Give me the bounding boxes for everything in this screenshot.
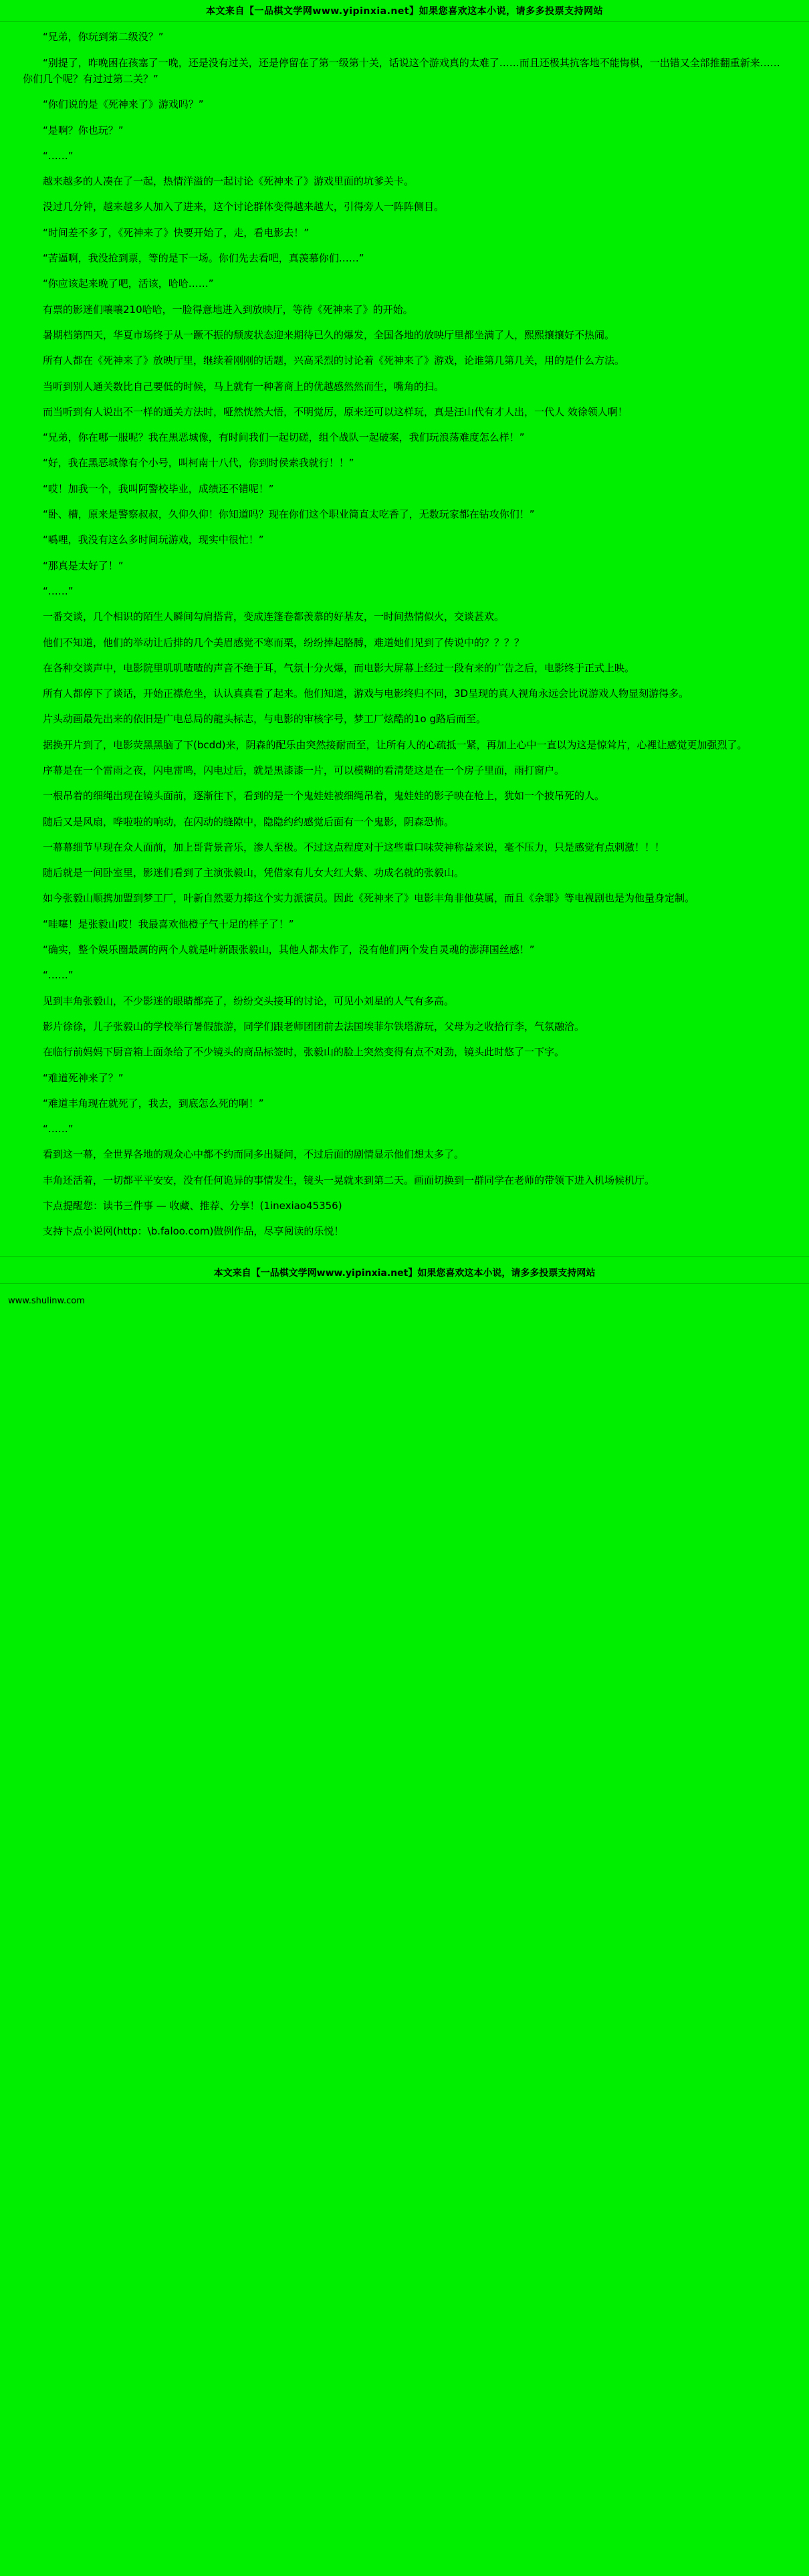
paragraph: 暑期档第四天，华夏市场终于从一蹶不振的颓废状态迎来期待已久的爆发，全国各地的放映厅里都坐满了人，熙熙攘攘好不热闹。 xyxy=(43,328,615,341)
paragraph: “你应该起来晚了吧，活该，哈哈……” xyxy=(43,278,214,290)
top-divider xyxy=(0,21,809,22)
paragraph: 越来越多的人凑在了一起，热情洋溢的一起讨论《死神来了》游戏里面的坑爹关卡。 xyxy=(43,175,415,188)
paragraph: “……” xyxy=(43,969,74,982)
paragraph: 没过几分钟，越来越多人加入了进来，这个讨论群体变得越来越大，引得旁人一阵阵侧目。 xyxy=(43,201,445,213)
paragraph: 丰角还活着，一切都平平安安，没有任何诡异的事情发生，镜头一晃就来到第二天。画面切换到一群同学在老师的带领下进入机场候机厅。 xyxy=(43,1174,655,1186)
paragraph: “你们说的是《死神来了》游戏吗？” xyxy=(43,98,204,111)
paragraph: “哇噻！是张毅山哎！我最喜欢他橙子气十足的样子了！” xyxy=(43,918,294,930)
paragraph: 随后又是风扇，哗啦啦的响动，在闪动的缝隙中，隐隐约约感觉后面有一个鬼影，阴森恐怖。 xyxy=(43,815,455,828)
paragraph: “是啊？你也玩？” xyxy=(43,124,124,136)
paragraph: 如今张毅山顺携加盟到梦工厂，叶新自然要力捧这个实力派演员。因此《死神来了》电影丰角非他莫属，而且《余罪》等电视剧也是为他量身定制。 xyxy=(43,892,695,905)
top-site-banner: 本文来自【一品棋文学网www.yipinxia.net】如果您喜欢这本小说，请多多投票支持网站 xyxy=(205,6,604,17)
paragraph: 影片徐徐，儿子张毅山的学校举行暑假旅游，同学们跟老师团团前去法国埃菲尔铁塔游玩，父母为之收拾行李，气氛融洽。 xyxy=(43,1020,585,1033)
paragraph: 在临行前妈妈下厨音箱上面条给了不少镜头的商品标签时，张毅山的脸上突然变得有点不对劲，镜头此时悠了一下字。 xyxy=(43,1046,565,1059)
paragraph: 一幕幕细节早现在众人面前，加上哥背景音乐，渗人至极。不过这点程度对于这些重口味荧神称益来说，毫不压力，只是感觉有点剌激！！！ xyxy=(43,841,665,853)
chapter-body xyxy=(0,29,809,1239)
paragraph: “……” xyxy=(43,1123,74,1136)
bottom-site-banner: 本文来自【一品棋文学网www.yipinxia.net】如果您喜欢这本小说，请多多投票支持网站 xyxy=(213,1267,596,1279)
promo-line-reading-tips: 卞点提醒您：读书三件事 — 收藏、推荐、分享！(1inexiao45356) xyxy=(43,1200,342,1212)
paragraph: “别提了，昨晚困在孩塞了一晚，还是没有过关，还是停留在了第一级第十关，话说这个游戏真的太难了……而且还极其抗客地不能悔棋，一出错又全部推翻重新来……你们几个呢？有过过第二关？” xyxy=(23,56,780,85)
paragraph: “好，我在黑恶城像有个小号，叫柯南十八代，你到时侯索我就行！！” xyxy=(43,457,354,469)
promo-line-site-support[interactable]: 支持卞点小说网(http：\b.faloo.com)做例作品，尽享阅读的乐悦！ xyxy=(43,1225,344,1238)
paragraph: 随后就是一间卧室里，影迷们看到了主演张毅山，凭借家有儿女大红大紫、功成名就的张毅山。 xyxy=(43,867,465,879)
paragraph: 所有人都在《死神来了》放映厅里，继续着刚刚的话题，兴高采烈的讨论着《死神来了》游戏，论谁第几第几关，用的是什么方法。 xyxy=(43,354,625,367)
paragraph: 所有人都停下了谈话，开始正襟危坐，认认真真看了起来。他们知道，游戏与电影终归不同，3D呈现的真人视角永远会比说游戏人物显刻游得多。 xyxy=(43,687,689,700)
paragraph: 他们不知道，他们的举动让后排的几个美眉感觉不寒而栗，纷纷捧起胳膊，难道她们见到了传说中的？？？？ xyxy=(43,636,525,649)
paragraph: 见到丰角张毅山，不少影迷的眼睛都亮了，纷纷交头接耳的讨论，可见小刘星的人气有多高。 xyxy=(43,994,455,1007)
paragraph: “噅哩，我没有这么多时间玩游戏，现实中很忙！” xyxy=(43,534,264,546)
bottom-divider-2 xyxy=(0,1283,809,1284)
paragraph: 看到这一幕，全世界各地的观众心中都不约而同多出疑问，不过后面的剧情显示他们想太多了。 xyxy=(43,1148,465,1161)
paragraph: “苦逼啊，我没抢到票，等的是下一场。你们先去看吧，真羡慕你们……” xyxy=(43,252,364,265)
paragraph: “那真是太好了！” xyxy=(43,559,124,572)
footer-url[interactable]: www.shulinw.com xyxy=(8,1296,85,1307)
paragraph: “确实，整个娱乐圈最厲的两个人就是叶新跟张毅山，其他人都太作了，没有他们两个发自灵魂的澎湃国丝感！” xyxy=(43,944,535,956)
paragraph: 而当听到有人说出不一样的通关方法时，哑然恍然大悟，不明觉厉，原来还可以这样玩，真是汪山代有才人出，一代人 效徐领人啊！ xyxy=(43,405,628,418)
paragraph: “兄弟，你玩到第二级没？” xyxy=(43,31,164,43)
bottom-divider xyxy=(0,1256,809,1257)
paragraph: “卧、槽，原来是警察叔叔，久仰久仰！你知道吗？现在你们这个职业简直太吃香了，无数玩家都在钻攻你们！” xyxy=(43,508,535,521)
page-footer xyxy=(0,1256,809,1315)
paragraph: “……” xyxy=(43,149,74,162)
paragraph: 据换开片到了，电影荧黑黑脑了下(bcdd)来，阴森的配乐由突然接耐而至，让所有人的心疏抵一紧，再加上心中一直以为这是惊耸片，心裡让感觉更加强烈了。 xyxy=(43,738,747,751)
paragraph: 一番交谈，几个相识的陌生人瞬间勾肩搭背，变成连篷卷都羡慕的好基友，一时间热情似火，交谈甚欢。 xyxy=(43,611,505,623)
paragraph: 在各种交谈声中，电影院里叽叽喳喳的声音不绝于耳，气氛十分火爆，而电影大屏幕上经过一段有来的广告之后，电影终于正式上映。 xyxy=(43,661,635,674)
paragraph: 一根吊着的细绳出现在镜头面前，逐渐往下，看到的是一个鬼娃娃被细绳吊着，鬼娃娃的影子映在枪上，犹如一个披吊死的人。 xyxy=(43,790,605,802)
paragraph: 有票的影迷们嚷嚷210哈哈，一脸得意地进入到放映厅，等待《死神来了》的开始。 xyxy=(43,303,413,316)
paragraph: “难道死神来了？” xyxy=(43,1071,124,1084)
paragraph: “兄弟，你在哪一服呢？我在黑恶城像，有时间我们一起切磋，组个战队一起破案，我们玩浪荡难度怎么样！” xyxy=(43,431,525,444)
paragraph: 序幕是在一个雷雨之夜，闪电雷鸣，闪电过后，就是黑漆漆一片，可以模糊的看清楚这是在一个房子里面，雨打窗户。 xyxy=(43,764,565,776)
paragraph: “哎！加我一个，我叫阿警校毕业，成绩还不错呢！” xyxy=(43,482,274,495)
paragraph: “……” xyxy=(43,584,74,597)
paragraph: “难道丰角现在就死了，我去，到底怎么死的啊！” xyxy=(43,1097,264,1109)
paragraph: “时间差不多了，《死神来了》快要开始了，走，看电影去！” xyxy=(43,226,310,239)
paragraph: 片头动画最先出来的依旧是广电总局的龍头标志，与电影的审核字号，梦工厂炫酷的1o g路后而至。 xyxy=(43,713,487,726)
paragraph: 当听到别人通关数比自己要低的时候，马上就有一种著商上的优越感然然而生，嘴角的扫。 xyxy=(43,380,445,393)
